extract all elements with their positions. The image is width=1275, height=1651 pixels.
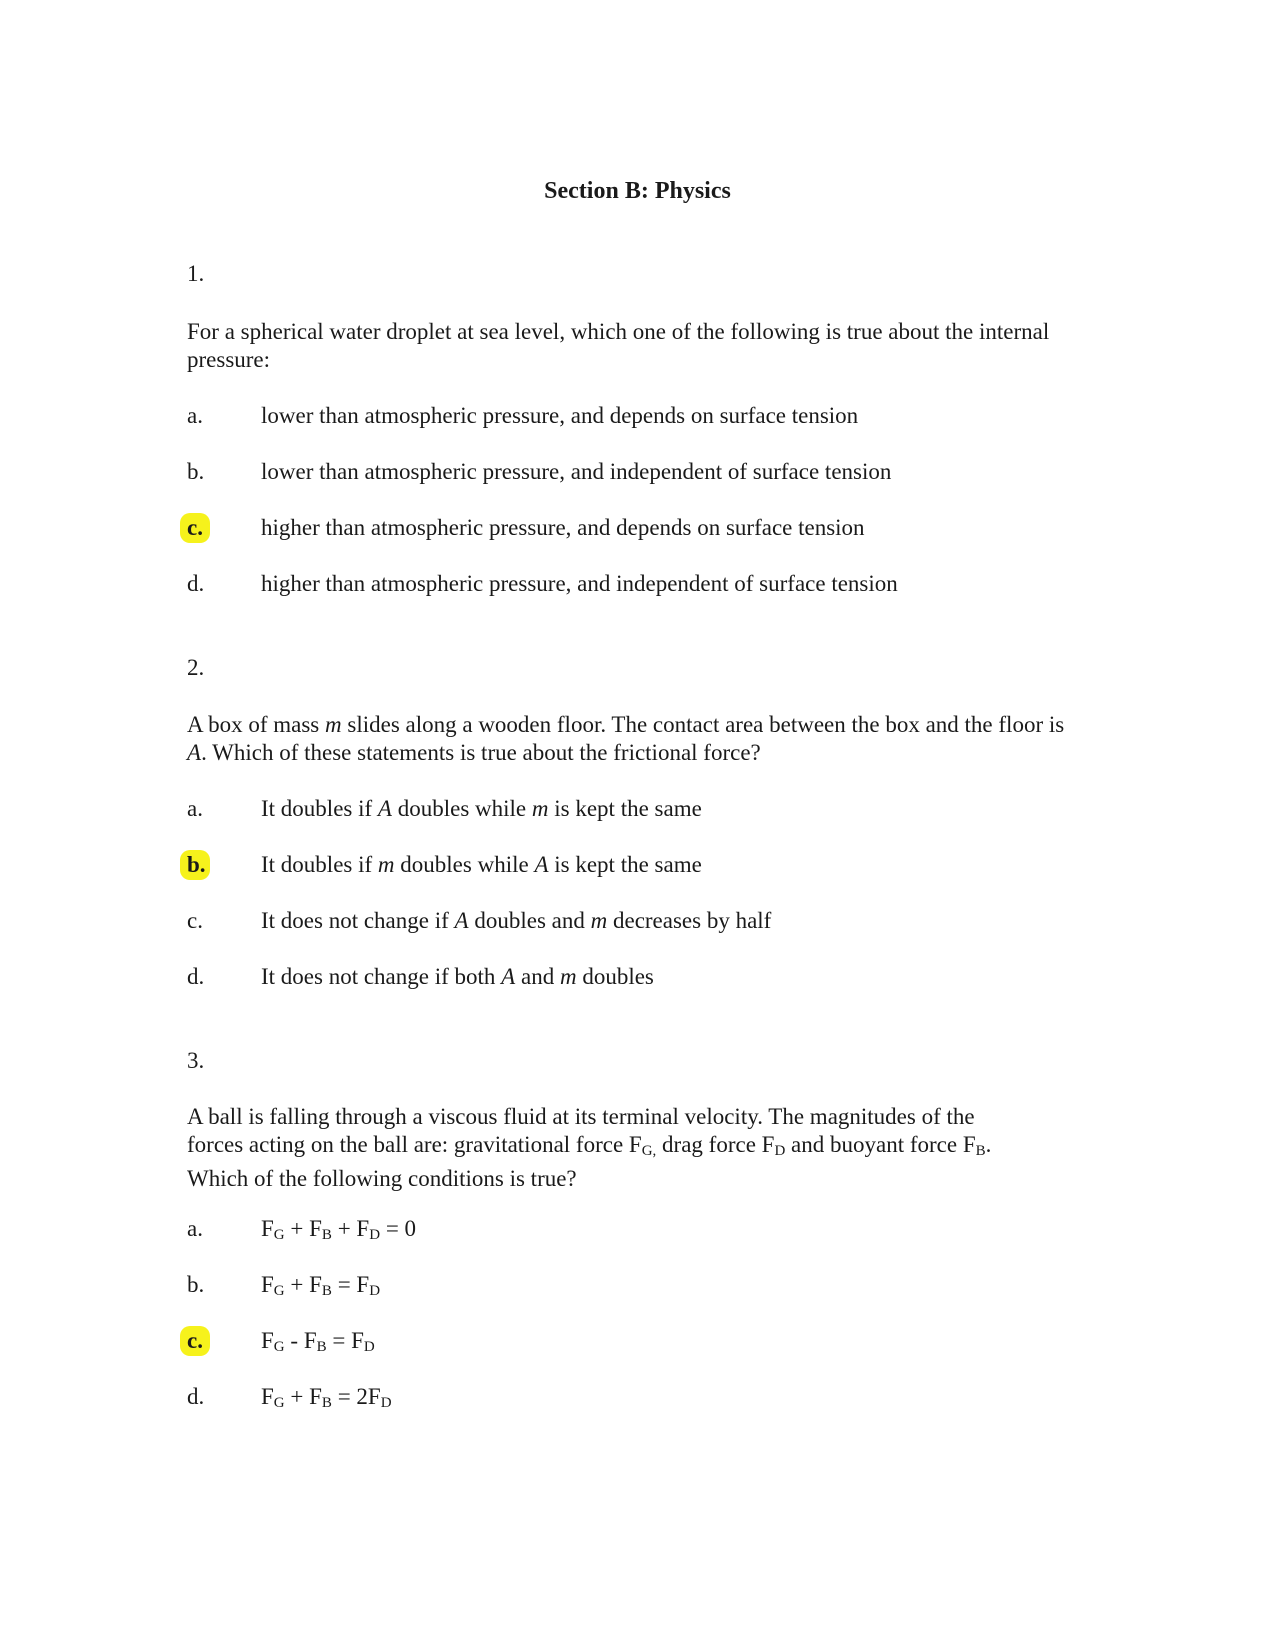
question-2-option-b-text: It doubles if m doubles while A is kept the same — [261, 852, 702, 877]
question-3-option-d-letter: d. — [187, 1384, 205, 1409]
question-1-option-c-letter: c. — [187, 515, 203, 540]
question-1-option-b-letter: b. — [187, 459, 205, 484]
question-3-text: A ball is falling through a viscous fluid at its terminal velocity. The magnitudes of the forces acting on the ball are: gravitational force $F_{G,}$ drag force $F_D$ and buoyant force $F_B$. Which of the following conditions is true? — [187, 1104, 992, 1191]
question-2-option-b-letter: b. — [187, 852, 206, 877]
question-3-option-b-text: $F_G + F_B = F_D$ — [261, 1272, 381, 1299]
question-2-number: 2. — [187, 655, 205, 680]
question-3-number: 3. — [187, 1048, 205, 1073]
question-1-option-a-letter: a. — [187, 403, 203, 428]
question-1-option-c-text: higher than atmospheric pressure, and depends on surface tension — [261, 515, 865, 540]
question-3-option-b-letter: b. — [187, 1272, 205, 1297]
question-1-option-d-text: higher than atmospheric pressure, and independent of surface tension — [261, 571, 898, 596]
section-title: Section B: Physics — [544, 178, 731, 204]
question-2-text: A box of mass m slides along a wooden floor. The contact area between the box and the floor is A. Which of these statements is true about the frictional force? — [187, 712, 1065, 765]
question-3-option-c-letter: c. — [187, 1328, 203, 1353]
question-3-option-c-text: $F_G - F_B = F_D$ — [261, 1328, 375, 1355]
question-2-option-c-text: It does not change if A doubles and m decreases by half — [261, 908, 772, 933]
question-1-option-a-text: lower than atmospheric pressure, and depends on surface tension — [261, 403, 859, 428]
question-2-option-d-letter: d. — [187, 964, 205, 989]
question-1-number: 1. — [187, 261, 205, 286]
question-3-option-a-letter: a. — [187, 1216, 203, 1241]
question-1-option-d-letter: d. — [187, 571, 205, 596]
question-1-option-b-text: lower than atmospheric pressure, and independent of surface tension — [261, 459, 892, 484]
question-3-option-a-text: $F_G + F_B + F_D = 0$ — [261, 1216, 417, 1243]
question-2-option-d-text: It does not change if both A and m doubles — [261, 964, 654, 989]
question-2-option-c-letter: c. — [187, 908, 203, 933]
question-2-option-a-letter: a. — [187, 796, 203, 821]
question-3-option-d-text: $F_G + F_B = 2F_D$ — [261, 1384, 392, 1411]
question-2-option-a-text: It doubles if A doubles while m is kept the same — [261, 796, 702, 821]
question-1-text: For a spherical water droplet at sea level, which one of the following is true about the internal pressure: — [187, 319, 1050, 372]
